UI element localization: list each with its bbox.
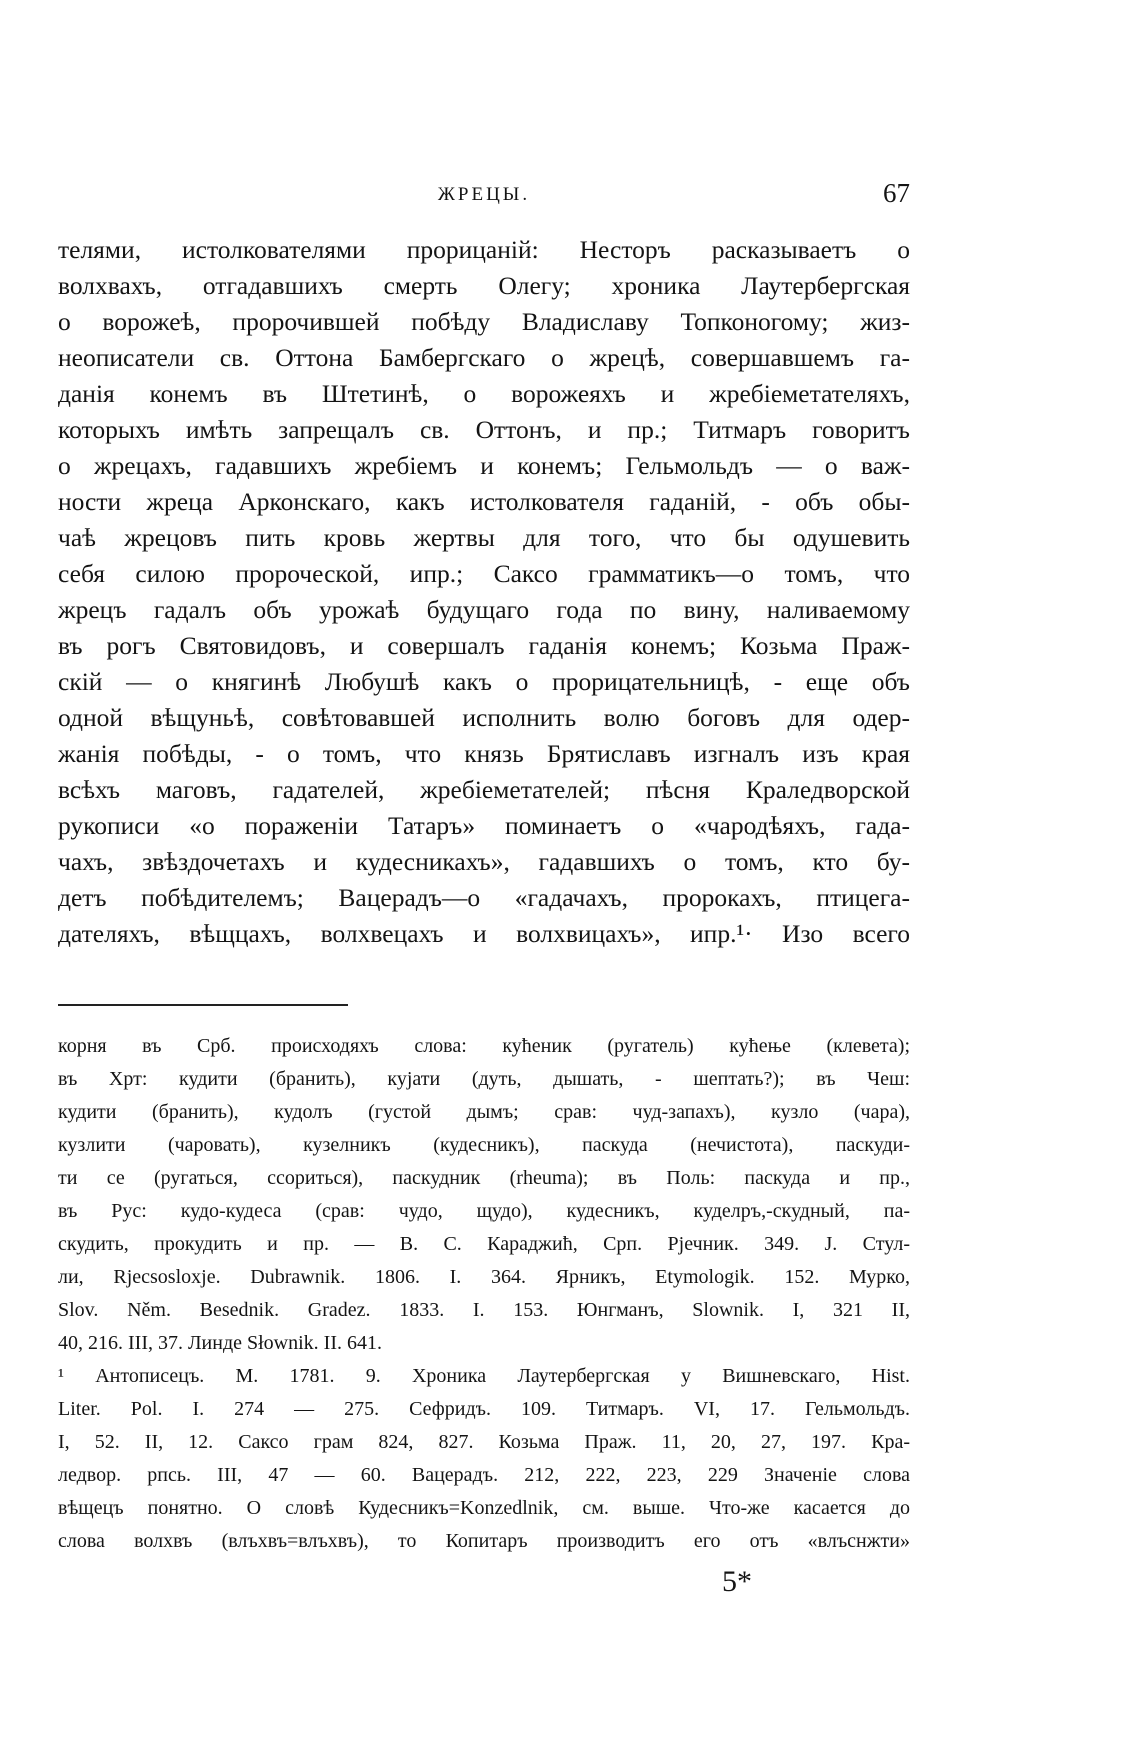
footnote-line: I, 52. II, 12. Саксо грам 824, 827. Козьма Праж. 11, 20, 27, 197. Кра- (58, 1431, 910, 1453)
footnote-rule (58, 1004, 348, 1006)
footnote-line: Slov. Něm. Besednik. Gradez. 1833. I. 153. Юнгманъ, Slownik. I, 321 II, (58, 1299, 910, 1321)
footnote-line: въ Рус: кудо-кудеса (срав: чудо, щудо), кудесникъ, куделръ,-скудный, па- (58, 1200, 910, 1222)
body-line: телями, истолкователями прорицаній: Несторъ расказываетъ о (58, 235, 910, 264)
running-head (58, 178, 910, 218)
body-line: чаѣ жрецовъ пить кровь жертвы для того, что бы одушевить (58, 523, 910, 552)
body-line: рукописи «о пораженіи Татаръ» поминаетъ о «чародѣяхъ, гада- (58, 811, 910, 840)
footnote-line: кузлити (чаровать), кузелникъ (кудесникъ), паскуда (нечистота), паскуди- (58, 1134, 910, 1156)
body-line: жанія побѣды, - о томъ, что князь Брятиславъ изгналъ изъ края (58, 739, 910, 768)
body-line: неописатели св. Оттона Бамбергскаго о жрецѣ, совершавшемъ га- (58, 343, 910, 372)
running-title: ЖРЕЦЫ. (437, 184, 531, 205)
body-text (58, 232, 910, 952)
signature-mark: 5* (722, 1565, 752, 1598)
body-line: волхвахъ, отгадавшихъ смерть Олегу; хроника Лаутербергская (58, 271, 910, 300)
footnote-line: слова волхвъ (влъхвъ=влъхвъ), то Копитаръ производитъ его отъ «влъснжти» (58, 1530, 910, 1552)
footnote-line: ледвор. рпсь. III, 47 — 60. Вацерадъ. 212, 222, 223, 229 Значеніе слова (58, 1464, 910, 1486)
footnote-line: Liter. Pol. I. 274 — 275. Сефридъ. 109. Титмаръ. VI, 17. Гельмольдъ. (58, 1398, 910, 1420)
footnote-line: корня въ Срб. происходяхъ слова: кућеник (ругатель) кућење (клевета); (58, 1035, 910, 1057)
body-line: въ рогъ Святовидовъ, и совершалъ гаданія конемъ; Козьма Праж- (58, 631, 910, 660)
footnote-line: въ Хрт: кудити (бранить), кујати (дуть, дышать, - шептать?); въ Чеш: (58, 1068, 910, 1090)
body-line: о ворожеѣ, пророчившей побѣду Владиславу Топконогому; жиз- (58, 307, 910, 336)
footnotes (58, 1030, 910, 1558)
footnote-line: 40, 216. III, 37. Линде Słownik. II. 641. (58, 1332, 383, 1354)
body-line: всѣхъ маговъ, гадателей, жребіеметателей; пѣсня Краледворской (58, 775, 910, 804)
body-line: о жрецахъ, гадавшихъ жребіемъ и конемъ; Гельмольдъ — о важ- (58, 451, 910, 480)
footnote-line: ти се (ругаться, ссориться), паскудник (rheuma); въ Поль: паскуда и пр., (58, 1167, 910, 1189)
footnote-line: скудить, прокудить и пр. — В. С. Караджић, Срп. Рјечник. 349. J. Стул- (58, 1233, 910, 1255)
footnote-line: вѣщецъ понятно. О словѣ Кудесникъ=Konzedlnik, см. выше. Что-же касается до (58, 1497, 910, 1519)
body-line: одной вѣщуньѣ, совѣтовавшей исполнить волю боговъ для одер- (58, 703, 910, 732)
body-line: ности жреца Арконскаго, какъ истолкователя гаданій, - объ обы- (58, 487, 910, 516)
footnote-line: ¹ Антописецъ. М. 1781. 9. Хроника Лаутербергская у Вишневскаго, Hist. (58, 1365, 910, 1387)
body-line: чахъ, звѣздочетахъ и кудесникахъ», гадавшихъ о томъ, кто бу- (58, 847, 910, 876)
footnote-line: кудити (бранить), кудолъ (густой дымъ; срав: чуд-запахъ), кузло (чара), (58, 1101, 910, 1123)
page-number: 67 (883, 178, 910, 208)
footnote-line: ли, Rjecsosloxje. Dubrawnik. 1806. I. 364. Ярникъ, Etymologik. 152. Мурко, (58, 1266, 910, 1288)
body-line: дателяхъ, вѣщцахъ, волхвецахъ и волхвицахъ», ипр.¹· Изо всего (58, 919, 910, 948)
body-line: скій — о княгинѣ Любушѣ какъ о прорицательницѣ, - еще объ (58, 667, 910, 696)
body-line: жрецъ гадалъ объ урожаѣ будущаго года по вину, наливаемому (58, 595, 910, 624)
body-line: которыхъ имѣть запрещалъ св. Оттонъ, и пр.; Титмаръ говоритъ (58, 415, 910, 444)
body-line: данія конемъ въ Штетинѣ, о ворожеяхъ и жребіеметателяхъ, (58, 379, 910, 408)
body-line: детъ побѣдителемъ; Вацерадъ—о «гадачахъ, пророкахъ, птицега- (58, 883, 910, 912)
body-line: себя силою пророческой, ипр.; Саксо грамматикъ—о томъ, что (58, 559, 910, 588)
